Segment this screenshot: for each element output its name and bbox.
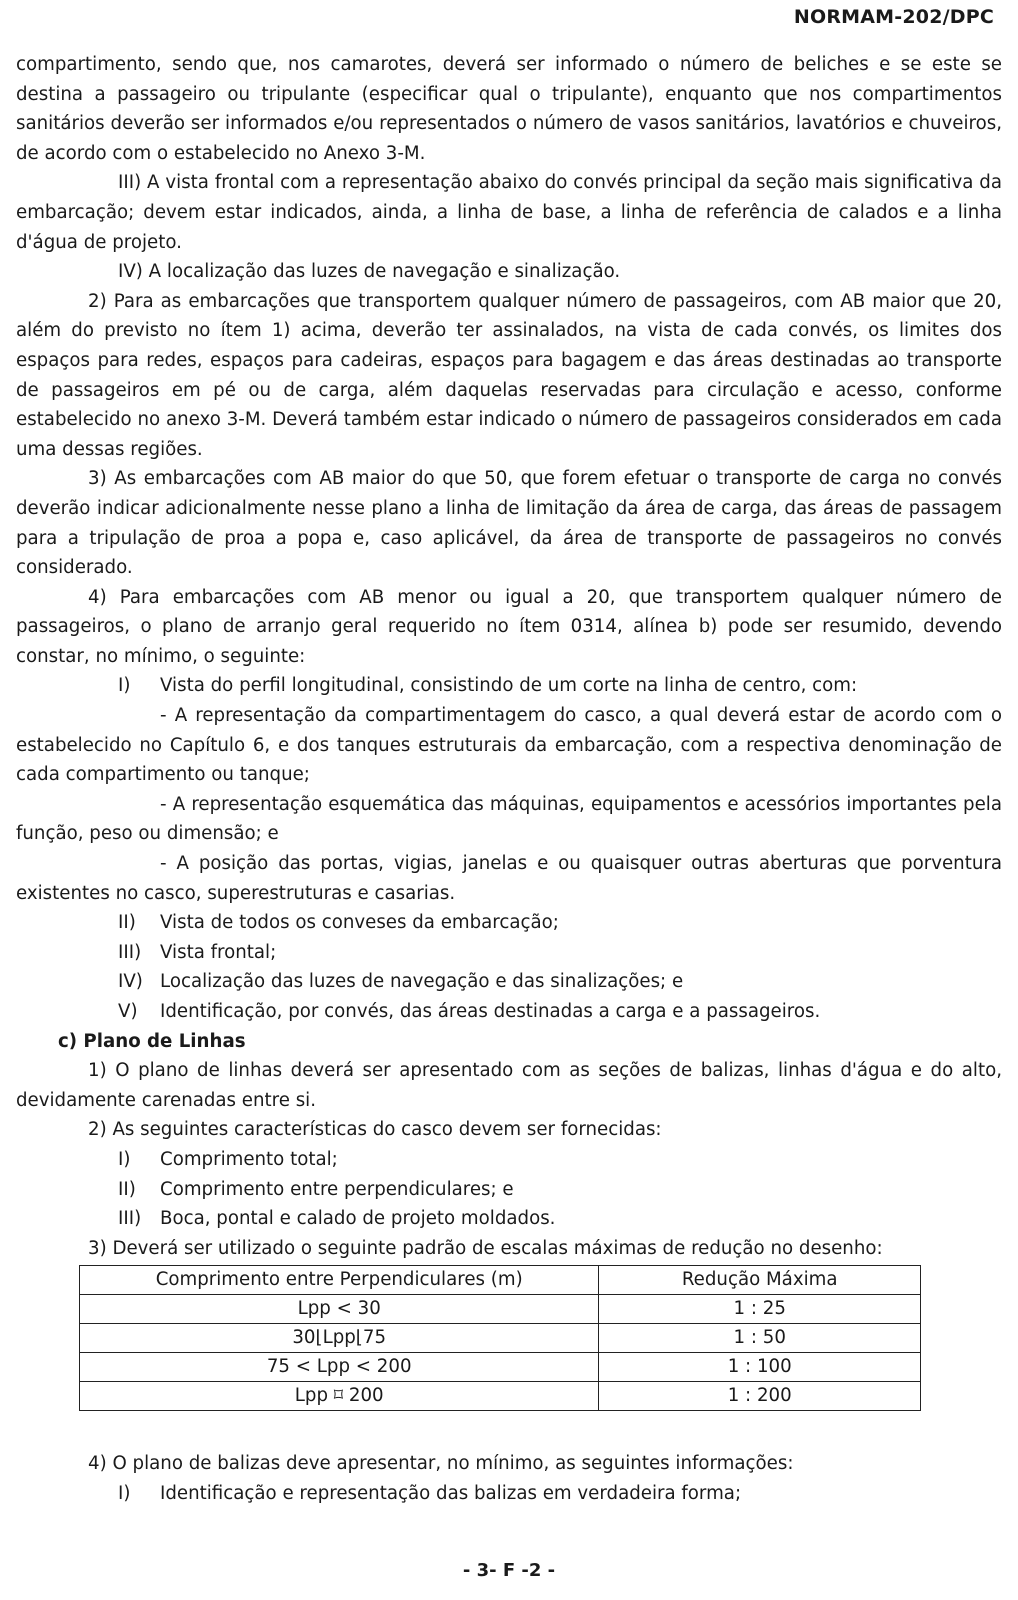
scale-table (79, 1265, 921, 1411)
body-text (16, 50, 1002, 1509)
list-item-text: Comprimento total; (160, 1148, 338, 1170)
paragraph: 4) O plano de balizas deve apresentar, no mínimo, as seguintes informações: (88, 1453, 794, 1475)
list-item-text: Localização das luzes de navegação e das sinalizações; e (160, 971, 684, 993)
sub-item: - A representação esquemática das máquinas, equipamentos e acessórios importantes pela função, peso ou dimensão; e (16, 793, 1002, 845)
table-header-row (80, 1266, 921, 1295)
table-row (80, 1382, 921, 1411)
table-cell: 75 < Lpp < 200 (80, 1353, 599, 1382)
sub-item: - A representação da compartimentagem do casco, a qual deverá estar de acordo com o estabelecido no Capítulo 6, e dos tanques estruturais da embarcação, com a respectiva denominação de cada compartimento ou tanque; (16, 705, 1002, 786)
table-row (80, 1324, 921, 1353)
list-item (16, 938, 1002, 968)
list-item-text: Identificação, por convés, das áreas destinadas a carga e a passageiros. (160, 1001, 821, 1022)
paragraph: 2) Para as embarcações que transportem qualquer número de passageiros, com AB maior que 20, além do previsto no ítem 1) acima, deverão ter assinalados, na vista de cada convés, os limites dos espaços para redes, espaços para cadeiras, espaços para bagagem e das áreas destinadas ao transporte de passageiros em pé ou de carga, além daquelas reservadas para circulação e acesso, conforme estabelecido no anexo 3-M. Deverá também estar indicado o número de passageiros considerados em cada uma dessas regiões. (16, 290, 1002, 460)
table-cell: 30⌊Lpp⌊75 (80, 1324, 599, 1353)
paragraph: 3) As embarcações com AB maior do que 50, que forem efetuar o transporte de carga no convés deverão indicar adicionalmente nesse plano a linha de limitação da área de carga, das áreas de passagem para a tripulação de proa a popa e, caso aplicável, da área de transporte de passageiros no convés considerado. (16, 468, 1002, 579)
table-cell: 1 : 200 (599, 1382, 921, 1411)
list-item-text: Comprimento entre perpendiculares; e (160, 1178, 514, 1200)
table-cell: 1 : 25 (599, 1295, 921, 1324)
list-item (16, 997, 1002, 1027)
section-heading: c) Plano de Linhas (58, 1030, 246, 1052)
list-item-number: II) (118, 912, 136, 934)
list-item-text: Vista do perfil longitudinal, consistindo de um corte na linha de centro, com: (160, 675, 858, 697)
paragraph: 1) O plano de linhas deverá ser apresentado com as seções de balizas, linhas d'água e do alto, devidamente carenadas entre si. (16, 1060, 1002, 1111)
list-item (16, 671, 1002, 701)
paragraph: 2) As seguintes características do casco devem ser fornecidas: (88, 1119, 662, 1141)
paragraph: IV) A localização das luzes de navegação e sinalização. (118, 261, 621, 283)
table-row (80, 1295, 921, 1324)
table-cell: 1 : 50 (599, 1324, 921, 1353)
list-item-number: II) (118, 1178, 136, 1200)
list-item (16, 967, 1002, 997)
paragraph: 4) Para embarcações com AB menor ou igual a 20, que transportem qualquer número de passageiros, o plano de arranjo geral requerido no ítem 0314, alínea b) pode ser resumido, devendo constar, no mínimo, o seguinte: (16, 586, 1002, 667)
page-number: - 3- F -2 - (462, 1560, 556, 1581)
spacer (16, 1411, 1002, 1449)
list-item-number: I) (118, 1148, 131, 1170)
list-item-number: I) (118, 1482, 131, 1504)
table-cell: 1 : 100 (599, 1353, 921, 1382)
table-row (80, 1353, 921, 1382)
list-item-number: III) (118, 941, 142, 963)
table-header-cell: Comprimento entre Perpendiculares (m) (80, 1266, 599, 1295)
list-item (16, 1145, 1002, 1175)
list-item-number: III) (118, 1208, 142, 1230)
list-item-text: Vista frontal; (160, 941, 277, 963)
list-item-text: Boca, pontal e calado de projeto moldados. (160, 1208, 556, 1230)
table-cell: Lpp < 30 (80, 1295, 599, 1324)
paragraph: III) A vista frontal com a representação abaixo do convés principal da seção mais significativa da embarcação; devem estar indicados, ainda, a linha de base, a linha de referência de calados e a linha d'água de projeto. (16, 172, 1002, 253)
list-item (16, 908, 1002, 938)
list-item (16, 1175, 1002, 1205)
list-item-number: IV) (118, 971, 143, 993)
list-item-number: I) (118, 675, 131, 697)
list-item (16, 1479, 1002, 1509)
list-item (16, 1204, 1002, 1234)
list-item-text: Identificação e representação das balizas em verdadeira forma; (160, 1482, 742, 1504)
sub-item: - A posição das portas, vigias, janelas e ou quaisquer outras aberturas que porventura existentes no casco, superestruturas e casarias. (16, 853, 1002, 904)
table-cell: Lpp ⌑ 200 (80, 1382, 599, 1411)
list-item-text: Vista de todos os conveses da embarcação; (160, 912, 559, 934)
paragraph: compartimento, sendo que, nos camarotes, deverá ser informado o número de beliches e se este se destina a passageiro ou tripulante (especificar qual o tripulante), enquanto que nos compartimentos sanitários deverão ser informados e/ou representados o número de vasos sanitários, lavatórios e chuveiros, de acordo com o estabelecido no Anexo 3-M. (16, 54, 1002, 164)
paragraph: 3) Deverá ser utilizado o seguinte padrão de escalas máximas de redução no desenho: (88, 1237, 883, 1259)
document-header-id: NORMAM-202/DPC (793, 6, 994, 28)
list-item-number: V) (118, 1001, 138, 1022)
table-header-cell: Redução Máxima (599, 1266, 921, 1295)
